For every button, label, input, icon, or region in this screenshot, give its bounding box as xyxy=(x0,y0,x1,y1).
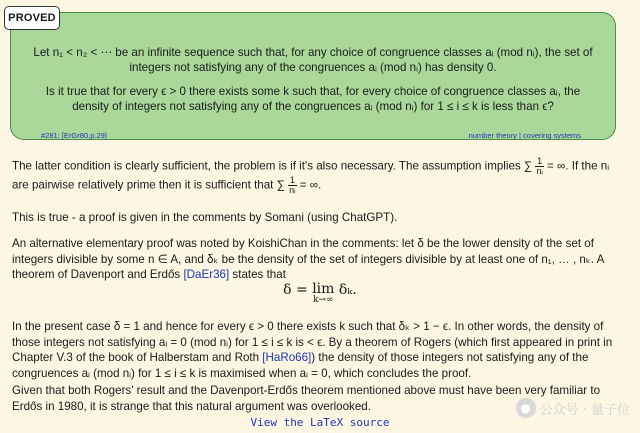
limit-operator: lim k→∞ xyxy=(312,281,335,305)
paragraph-text: ) the density of those integers not satisfying any of the congruences aᵢ (mod nᵢ) for 1 ≤ i ≤ k is maximised when aᵢ = 0, which concludes the proof. xyxy=(12,351,589,380)
paragraph-alternative-proof xyxy=(12,236,624,283)
paragraph-status: This is true - a proof is given in the comments by Somani (using ChatGPT). xyxy=(12,211,398,224)
view-latex-source-link[interactable]: View the LaTeX source xyxy=(250,416,390,429)
paragraph-assumption xyxy=(12,157,624,195)
problem-question: Is it true that for every ϵ > 0 there exists some k such that, for every choice of congruence classes aᵢ, the density of integers not satisfying any of the congruences aᵢ (mod nᵢ) for 1 ≤ i ≤ k is less than ϵ? xyxy=(45,85,581,113)
paragraph-text: An alternative elementary proof was noted by KoishiChan in the comments: let δ be the lower density of the set of integers divisible by some n ∈ A, and δₖ be the density of the set of integers divisible by at least one of n₁, … , nₖ. A theorem of Davenport and Erdős xyxy=(12,237,604,281)
proved-status-badge: PROVED xyxy=(4,6,60,30)
wechat-icon: ● xyxy=(516,398,536,418)
paragraph-text: = ∞. If the nᵢ are pairwise relatively prime then it is sufficient that ∑ xyxy=(12,159,610,192)
watermark-text: 公众号 · 量子位 xyxy=(539,402,630,418)
fraction: $\frac{1}{\text{nᵢ}}$ xyxy=(289,175,296,195)
watermark xyxy=(516,398,630,418)
reference-link-haro66[interactable]: [HaRo66] xyxy=(262,351,312,364)
paragraph-remark: Given that both Rogers' result and the Davenport-Erdős theorem mentioned above must have been very familiar to Erdős in 1980, it is strange that this natural argument was overlooked. xyxy=(12,384,601,413)
paragraph-proof xyxy=(12,319,624,381)
problem-card xyxy=(10,12,616,140)
paragraph-text: In the present case δ = 1 and hence for every ϵ > 0 there exists k such that δₖ > 1 − ϵ. In other words, the density of those integers not satisfying aᵢ = 0 (mod nᵢ) for 1 ≤ i ≤ k is < ϵ. By a theorem of Rogers (which first appeared in print in Chapter V.3 of the book of Halberstam and Roth xyxy=(12,320,613,364)
paragraph-text: = ∞. xyxy=(296,178,322,192)
paragraph-text: The latter condition is clearly sufficient, the problem is if it's also necessary. The assumption implies ∑ xyxy=(12,159,536,173)
problem-tags-link[interactable]: number theory | covering systems xyxy=(468,131,581,140)
problem-reference-link[interactable]: #281: [ErGr80,p.29] xyxy=(41,131,107,140)
limit-formula: δ = lim k→∞ δₖ. xyxy=(283,281,357,305)
paragraph-text: states that xyxy=(229,268,286,281)
fraction: $\frac{1}{\text{nᵢ}}$ xyxy=(536,156,543,176)
reference-link-daer36[interactable]: [DaEr36] xyxy=(183,268,230,281)
problem-statement: Let n₁ < n₂ < ⋯ be an infinite sequence such that, for any choice of congruence classes aᵢ (mod nᵢ), the set of integers not satisfying any of the congruences aᵢ (mod nᵢ) has density 0. xyxy=(33,46,593,74)
